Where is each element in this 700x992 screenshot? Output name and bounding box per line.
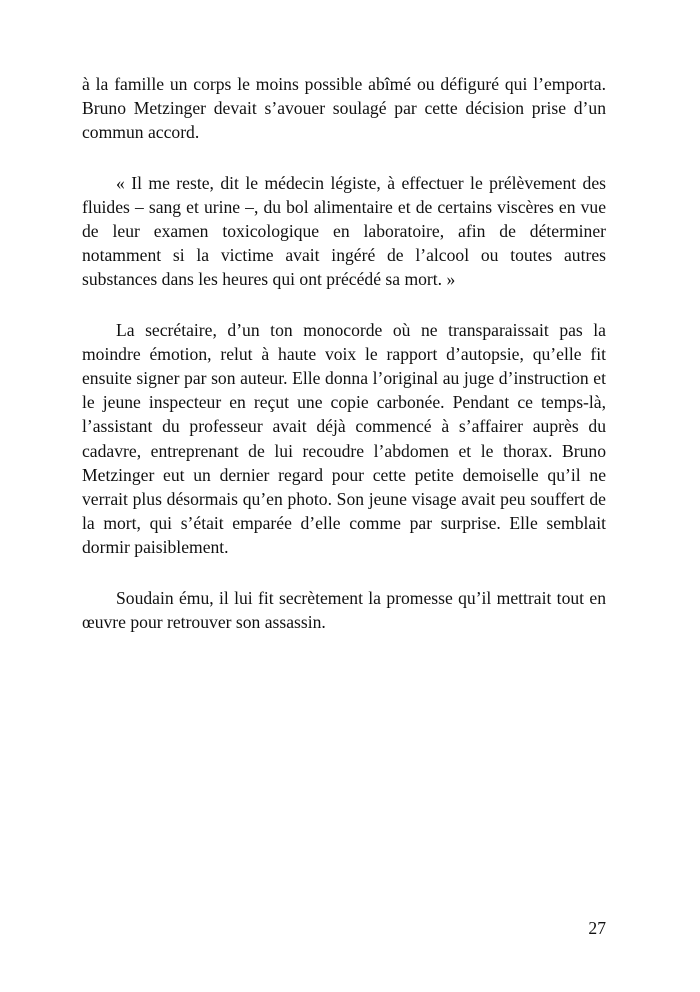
page-body <box>82 72 606 660</box>
paragraph-3: La secrétaire, d’un ton monocorde où ne transparaissait pas la moindre émotion, relut à haute voix le rapport d’autopsie, qu’elle fit ensuite signer par son auteur. Elle donna l’original au juge d’instruction et le jeune inspecteur en reçut une copie carbonée. Pendant ce temps-là, l’assistant du professeur avait déjà commencé à s’affairer auprès du cadavre, entreprenant de lui recoudre l’abdomen et le thorax. Bruno Metzinger eut un dernier regard pour cette petite demoiselle qu’il ne verrait plus désormais qu’en photo. Son jeune visage avait peu souffert de la mort, qui s’était emparée d’elle comme par surprise. Elle semblait dormir paisiblement. <box>82 319 606 558</box>
paragraph-1: à la famille un corps le moins possible abîmé ou défiguré qui l’emporta. Bruno Metzinger devait s’avouer soulagé par cette décision prise d’un commun accord. <box>82 74 606 143</box>
page-number: 27 <box>588 918 606 938</box>
paragraph-2: « Il me reste, dit le médecin légiste, à effectuer le prélèvement des fluides – sang et urine –, du bol alimentaire et de certains viscères en vue de leur examen toxicologique en laboratoire, afin de déterminer notamment si la victime avait ingéré de l’alcool ou toutes autres substances dans les heures qui ont précédé sa mort. » <box>82 172 606 290</box>
paragraph-4: Soudain ému, il lui fit secrètement la promesse qu’il mettrait tout en œuvre pour retrouver son assassin. <box>82 587 606 632</box>
